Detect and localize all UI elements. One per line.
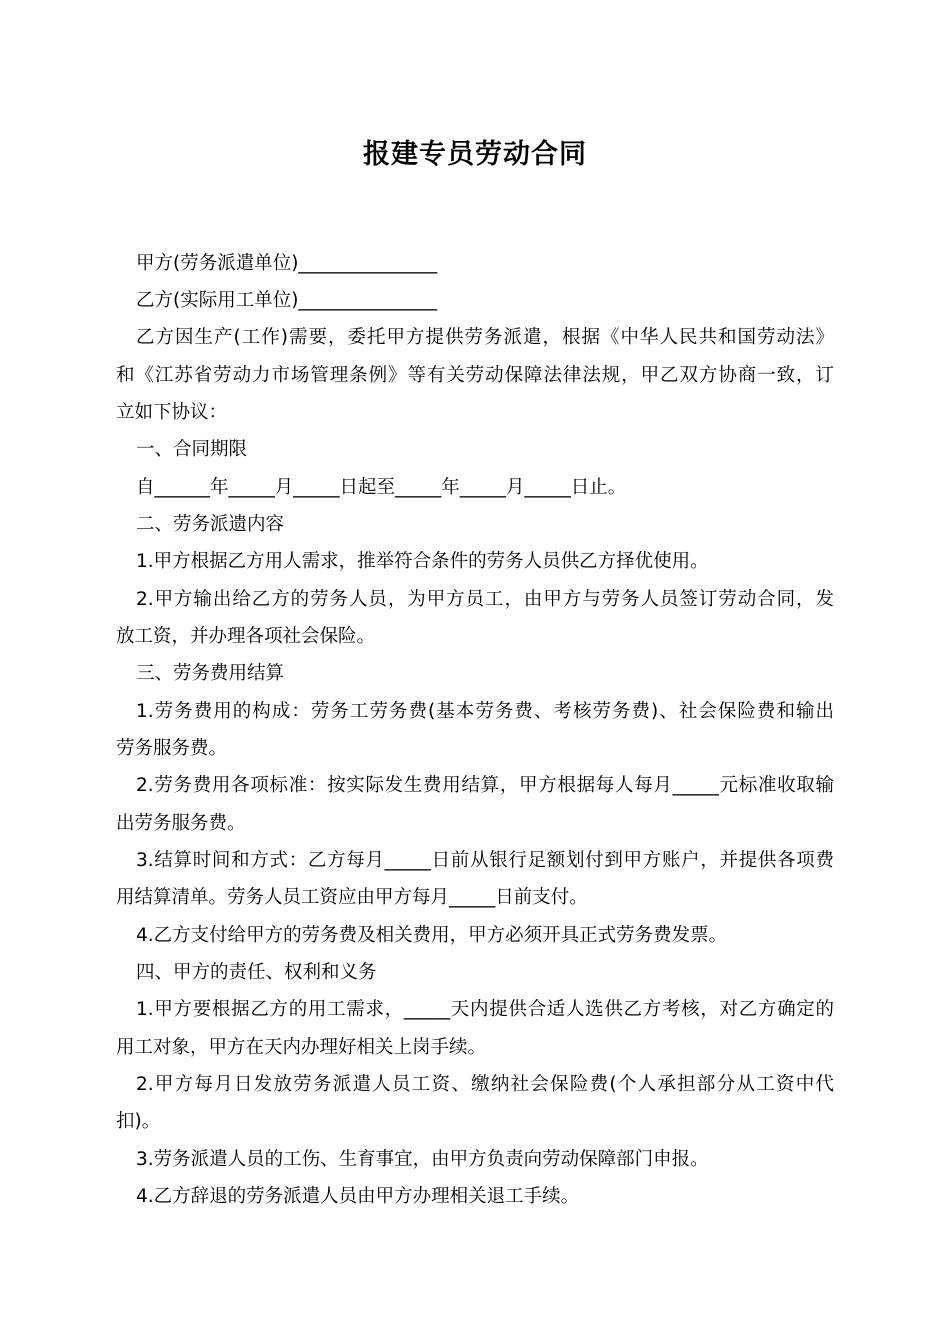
clause-3-1-line-1: 1.劳务费用的构成：劳务工劳务费(基本劳务费、考核劳务费)、社会保险费和输出 [136, 701, 834, 722]
preamble-line-3: 立如下协议： [116, 402, 228, 423]
preamble-line-1: 乙方因生产(工作)需要，委托甲方提供劳务派遣，根据《中华人民共和国劳动法》 [136, 327, 834, 348]
clause-3-4: 4.乙方支付给甲方的劳务费及相关费用，甲方必须开具正式劳务费发票。 [136, 925, 728, 946]
section-heading-2: 二、劳务派遗内容 [136, 514, 285, 535]
clause-3-3-line-2: 用结算清单。劳务人员工资应由甲方每月_____日前支付。 [116, 887, 588, 908]
clause-4-2-line-1: 2.甲方每月日发放劳务派遣人员工资、缴纳社会保险费(个人承担部分从工资中代 [136, 1074, 834, 1095]
party-a-line: 甲方(劳务派遣单位)_______________ [136, 253, 438, 274]
clause-4-1-line-1: 1.甲方要根据乙方的用工需求，_____天内提供合适人选供乙方考核，对乙方确定的 [136, 999, 834, 1020]
section-heading-1: 一、合同期限 [136, 439, 248, 460]
clause-3-1-line-2: 劳务服务费。 [116, 738, 228, 759]
clause-3-2-line-2: 出劳务服务费。 [116, 813, 246, 834]
clause-2-1: 1.甲方根据乙方用人需求，推举符合条件的劳务人员供乙方择优使用。 [136, 551, 709, 572]
clause-4-1-line-2: 用工对象，甲方在天内办理好相关上岗手续。 [116, 1037, 487, 1058]
document-title: 报建专员劳动合同 [363, 139, 587, 170]
preamble-line-2: 和《江苏省劳动力市场管理条例》等有关劳动保障法律法规，甲乙双方协商一致，订 [116, 365, 834, 386]
party-b-line: 乙方(实际用工单位)_______________ [136, 290, 438, 311]
contract-period-line: 自______年_____月_____日起至_____年_____月_____日止。 [136, 477, 627, 498]
clause-4-4: 4.乙方辞退的劳务派遣人员由甲方办理相关退工手续。 [136, 1186, 580, 1207]
clause-4-3: 3.劳务派遣人员的工伤、生育事宜，由甲方负责向劳动保障部门申报。 [136, 1149, 709, 1170]
clause-3-2-line-1: 2.劳务费用各项标准：按实际发生费用结算，甲方根据每人每月_____元标准收取输 [136, 775, 834, 796]
section-heading-3: 三、劳务费用结算 [136, 663, 285, 684]
clause-2-2-line-2: 放工资，并办理各项社会保险。 [116, 626, 376, 647]
clause-3-3-line-1: 3.结算时间和方式：乙方每月_____日前从银行足额划付到甲方账户，并提供各项费 [136, 850, 834, 871]
clause-4-2-line-2: 扣)。 [116, 1111, 161, 1132]
section-heading-4: 四、甲方的责任、权利和义务 [136, 962, 377, 983]
clause-2-2-line-1: 2.甲方输出给乙方的劳务人员，为甲方员工，由甲方与劳务人员签订劳动合同，发 [136, 589, 834, 610]
